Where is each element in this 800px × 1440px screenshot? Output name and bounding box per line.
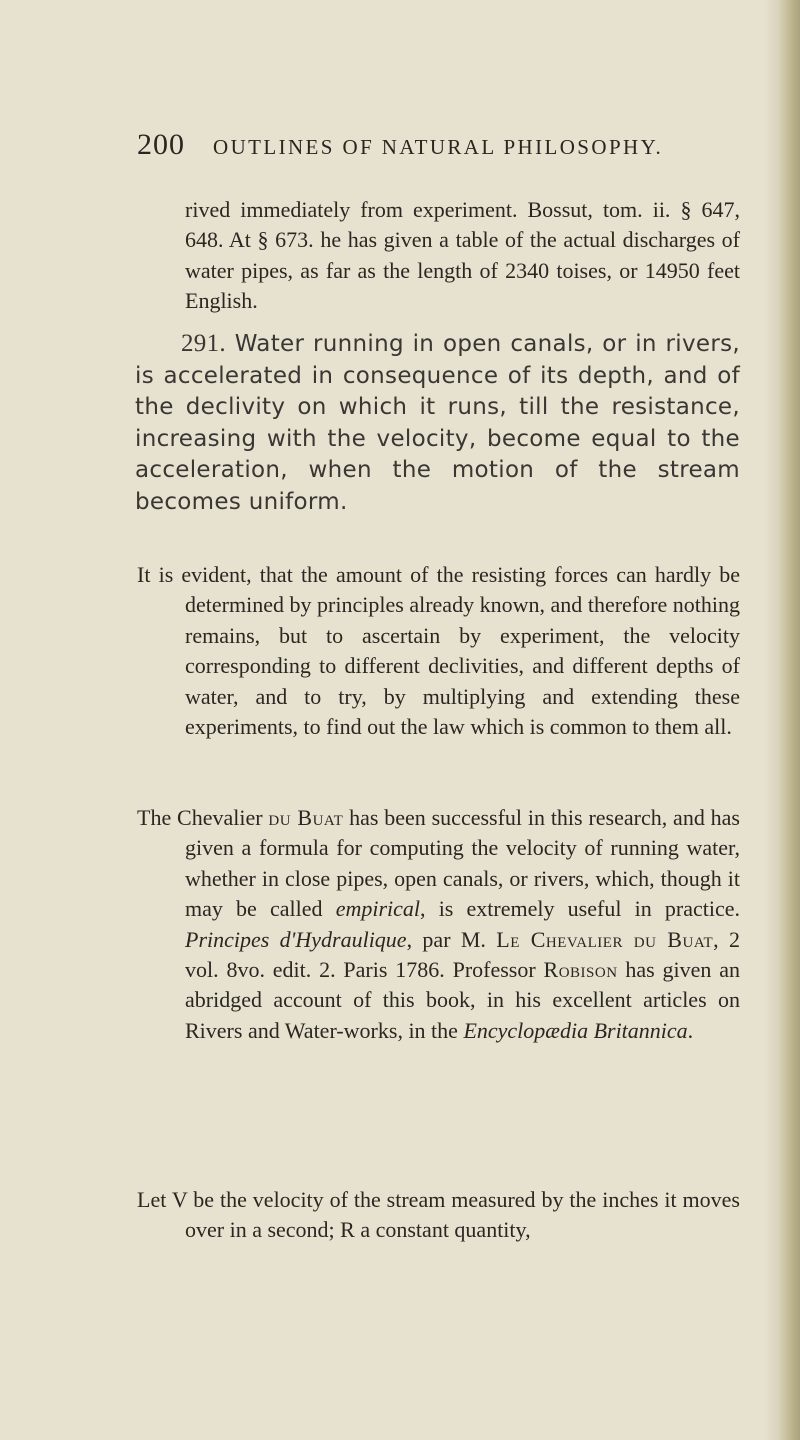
- book-title: Principes d'Hydraulique: [185, 926, 407, 952]
- page-edge: [778, 0, 800, 1440]
- emphasis: empirical: [335, 896, 421, 922]
- text-run: has been successful in this research, and has given a formula for computing the velocity of running water, whether in close pipes, open canals, or rivers, which, though it may be called: [185, 805, 740, 922]
- book-title: Encyclopædia Britannica: [463, 1017, 688, 1043]
- page-number: 200: [137, 128, 185, 161]
- paragraph-continuation: rived immediately from experiment. Bossut, tom. ii. § 647, 648. At § 673. he has given a table of the actual discharges of water pipes, as far as the length of 2340 toises, or 14950 feet English.: [185, 197, 740, 314]
- page-header: [137, 128, 737, 168]
- author-name: du Buat: [268, 805, 344, 830]
- text-run: has given an abridged account of this book, in his excellent articles on Rivers and Water-works, in the: [185, 957, 741, 1043]
- section-291: [135, 328, 740, 519]
- section-text: Water running in open canals, or in rivers, is accelerated in consequence of its depth, and of the declivity on which it runs, till the resistance, increasing with the velocity, become equal to the acceleration, when the motion of the stream becomes uniform.: [135, 331, 740, 515]
- author-name: Le Chevalier du Buat: [496, 926, 714, 952]
- section-number: 291.: [181, 330, 226, 357]
- paragraph-resisting-forces: [137, 560, 740, 742]
- paragraph-velocity: [137, 1185, 740, 1246]
- text-run: , 2 vol. 8vo. edit. 2. Paris 1786. Professor: [185, 926, 741, 983]
- text-run: .: [687, 1017, 694, 1043]
- author-name: Robison: [543, 957, 618, 983]
- text-run: , par M.: [406, 926, 497, 952]
- paragraph-text: Let V be the velocity of the stream measured by the inches it moves over in a second; R a constant quantity,: [137, 1187, 740, 1243]
- text-run: The Chevalier: [137, 805, 269, 830]
- paragraph-text: It is evident, that the amount of the resisting forces can hardly be determined by principles already known, and therefore nothing remains, but to ascertain by experiment, the velocity corresponding to different declivities, and different depths of water, and to try, by multiplying and extending these experiments, to find out the law which is common to them all.: [137, 562, 740, 740]
- text-run: , is extremely useful in practice.: [420, 896, 740, 922]
- running-head: OUTLINES OF NATURAL PHILOSOPHY.: [213, 135, 664, 159]
- page-gutter-shadow: [764, 0, 778, 1440]
- paragraph-du-buat: [137, 803, 741, 1046]
